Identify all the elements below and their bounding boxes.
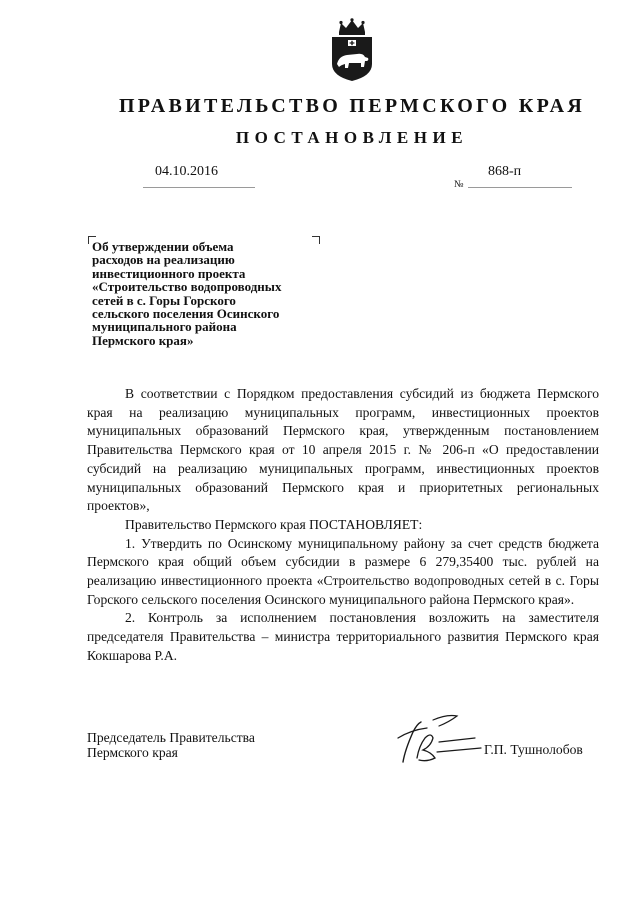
subject-line: «Строительство водопроводных: [92, 279, 282, 295]
government-title: ПРАВИТЕЛЬСТВО ПЕРМСКОГО КРАЯ: [118, 95, 586, 117]
decree-body: [87, 385, 599, 666]
signatory-title-line: Председатель Правительства: [87, 730, 255, 745]
subject-line: сетей в с. Горы Горского: [92, 292, 236, 308]
signatory-name: Г.П. Тушнолобов: [484, 742, 583, 757]
subject-line: Об утверждении объема: [92, 239, 234, 254]
number-sign: №: [454, 179, 464, 190]
body-paragraph-resolves: Правительство Пермского края ПОСТАНОВЛЯЕТ:: [125, 516, 423, 532]
decree-subject: [92, 240, 322, 347]
handwritten-signature: [395, 712, 485, 768]
subject-line: расходов на реализацию: [92, 252, 235, 268]
body-paragraph-item-1: 1. Утвердить по Осинскому муниципальному району за счет средств бюджета Пермского края общий объем субсидии в размере 6 279,35400 тыс. рублей на реализацию инвестиционного проекта «Строительство водопроводных сетей в с. Горы Горского сельского поселения Осинского муниципального района Пермского края».: [87, 535, 599, 607]
subject-line: сельского поселения Осинского: [92, 306, 280, 322]
date-underline: [143, 187, 255, 188]
perm-krai-coat-of-arms-icon: [327, 18, 377, 82]
signatory-title: [87, 730, 255, 760]
subject-line: муниципального района: [92, 319, 237, 335]
body-paragraph-preamble: В соответствии с Порядком предоставления субсидий из бюджета Пермского края на реализацию муниципальных программ, инвестиционных проектов муниципальных образований Пермского края, утвержденным постановлением Правительства Пермского края от 10 апреля 2015 г. № 206-п «О предоставлении субсидий на реализацию муниципальных программ, инвестиционных проектов муниципальных образований Пермского края и приоритетных региональных проектов»,: [87, 386, 599, 514]
subject-line: Пермского края»: [92, 332, 194, 348]
decree-number: 868-п: [488, 164, 522, 179]
document-type-title: ПОСТАНОВЛЕНИЕ: [235, 128, 469, 147]
body-paragraph-item-2: 2. Контроль за исполнением постановления возложить на заместителя председателя Правительства – министра территориального развития Пермского края Кокшарова Р.А.: [87, 610, 599, 663]
subject-line: инвестиционного проекта: [92, 265, 246, 281]
signatory-title-line: Пермского края: [87, 745, 178, 760]
number-underline: [468, 187, 572, 188]
decree-date: 04.10.2016: [155, 164, 218, 179]
